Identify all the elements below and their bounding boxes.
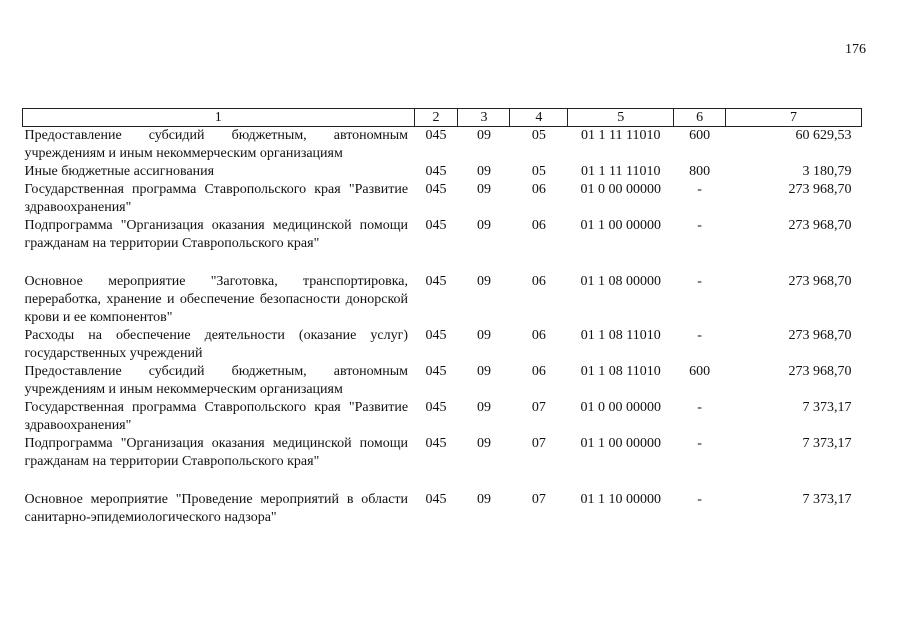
row-code-5: 01 1 00 00000 bbox=[580, 218, 661, 233]
row-name: Государственная программа Ставропольского края "Развитие здравоохранения" bbox=[24, 400, 409, 433]
column-header: 7 bbox=[726, 109, 862, 127]
row-code-3: 09 bbox=[476, 328, 491, 343]
row-amount: 7 373,17 bbox=[802, 436, 852, 451]
row-code-3: 09 bbox=[476, 364, 491, 379]
table-row bbox=[23, 163, 862, 181]
row-code-3: 09 bbox=[476, 400, 491, 415]
row-amount: 7 373,17 bbox=[802, 492, 852, 507]
row-code-2: 045 bbox=[425, 128, 447, 143]
row-code-2: 045 bbox=[425, 328, 447, 343]
table-row bbox=[23, 273, 862, 327]
column-header: 2 bbox=[414, 109, 458, 127]
column-header: 5 bbox=[568, 109, 674, 127]
row-code-5: 01 1 11 11010 bbox=[581, 128, 661, 143]
row-code-6: - bbox=[697, 182, 702, 197]
column-header: 6 bbox=[674, 109, 726, 127]
row-amount: 273 968,70 bbox=[788, 364, 852, 379]
row-name: Иные бюджетные ассигнования bbox=[24, 164, 215, 179]
row-code-3: 09 bbox=[476, 436, 491, 451]
row-code-4: 06 bbox=[531, 182, 546, 197]
row-name: Основное мероприятие "Заготовка, транспортировка, переработка, хранение и обеспечение безопасности донорской крови и ее компонентов" bbox=[24, 274, 409, 325]
row-code-3: 09 bbox=[476, 492, 491, 507]
row-code-5: 01 0 00 00000 bbox=[580, 400, 661, 415]
row-code-2: 045 bbox=[425, 218, 447, 233]
row-amount: 60 629,53 bbox=[795, 128, 852, 143]
table-header-row bbox=[23, 109, 862, 127]
row-amount: 273 968,70 bbox=[788, 274, 852, 289]
row-code-6: - bbox=[697, 274, 702, 289]
row-code-6: 600 bbox=[689, 364, 711, 379]
row-code-5: 01 1 10 00000 bbox=[580, 492, 661, 507]
table-row bbox=[23, 435, 862, 491]
table-row bbox=[23, 127, 862, 164]
row-code-2: 045 bbox=[425, 436, 447, 451]
row-amount: 273 968,70 bbox=[788, 182, 852, 197]
row-code-4: 07 bbox=[531, 436, 546, 451]
budget-table bbox=[22, 108, 862, 527]
row-code-6: - bbox=[697, 492, 702, 507]
row-code-4: 07 bbox=[531, 400, 546, 415]
column-header: 4 bbox=[510, 109, 568, 127]
table-row bbox=[23, 399, 862, 435]
row-code-3: 09 bbox=[476, 164, 491, 179]
row-code-6: 800 bbox=[689, 164, 711, 179]
row-code-3: 09 bbox=[476, 128, 491, 143]
row-code-4: 06 bbox=[531, 274, 546, 289]
row-name: Предоставление субсидий бюджетным, автономным учреждениям и иным некоммерческим организациям bbox=[24, 364, 409, 397]
row-name: Государственная программа Ставропольского края "Развитие здравоохранения" bbox=[24, 182, 409, 215]
row-code-2: 045 bbox=[425, 274, 447, 289]
row-code-5: 01 1 00 00000 bbox=[580, 436, 661, 451]
row-code-5: 01 1 08 00000 bbox=[580, 274, 661, 289]
row-code-2: 045 bbox=[425, 164, 447, 179]
row-code-5: 01 1 08 11010 bbox=[580, 328, 661, 343]
row-code-4: 06 bbox=[531, 218, 546, 233]
row-code-6: - bbox=[697, 328, 702, 343]
row-code-2: 045 bbox=[425, 492, 447, 507]
column-header: 1 bbox=[23, 109, 415, 127]
table-row bbox=[23, 327, 862, 363]
row-amount: 273 968,70 bbox=[788, 328, 852, 343]
row-code-6: - bbox=[697, 436, 702, 451]
row-code-6: 600 bbox=[689, 128, 711, 143]
row-code-2: 045 bbox=[425, 400, 447, 415]
table-row bbox=[23, 217, 862, 273]
row-code-5: 01 1 08 11010 bbox=[580, 364, 661, 379]
table-row bbox=[23, 491, 862, 527]
row-name: Предоставление субсидий бюджетным, автономным учреждениям и иным некоммерческим организациям bbox=[24, 128, 409, 161]
row-amount: 7 373,17 bbox=[802, 400, 852, 415]
row-code-2: 045 bbox=[425, 364, 447, 379]
row-name: Основное мероприятие "Проведение мероприятий в области санитарно-эпидемиологического надзора" bbox=[24, 492, 409, 525]
row-amount: 3 180,79 bbox=[802, 164, 852, 179]
row-name: Подпрограмма "Организация оказания медицинской помощи гражданам на территории Ставропольского края" bbox=[24, 218, 409, 251]
table-row bbox=[23, 181, 862, 217]
row-code-3: 09 bbox=[476, 274, 491, 289]
page-number: 176 bbox=[845, 42, 866, 57]
row-name: Подпрограмма "Организация оказания медицинской помощи гражданам на территории Ставропольского края" bbox=[24, 436, 409, 469]
row-code-3: 09 bbox=[476, 218, 491, 233]
row-code-4: 07 bbox=[531, 492, 546, 507]
row-code-4: 06 bbox=[531, 328, 546, 343]
row-code-3: 09 bbox=[476, 182, 491, 197]
row-code-5: 01 1 11 11010 bbox=[581, 164, 661, 179]
column-header: 3 bbox=[458, 109, 510, 127]
row-code-4: 06 bbox=[531, 364, 546, 379]
row-name: Расходы на обеспечение деятельности (оказание услуг) государственных учреждений bbox=[24, 328, 409, 361]
row-code-6: - bbox=[697, 400, 702, 415]
row-code-5: 01 0 00 00000 bbox=[580, 182, 661, 197]
row-code-6: - bbox=[697, 218, 702, 233]
row-amount: 273 968,70 bbox=[788, 218, 852, 233]
row-code-4: 05 bbox=[531, 128, 546, 143]
table-row bbox=[23, 363, 862, 399]
row-code-2: 045 bbox=[425, 182, 447, 197]
row-code-4: 05 bbox=[531, 164, 546, 179]
